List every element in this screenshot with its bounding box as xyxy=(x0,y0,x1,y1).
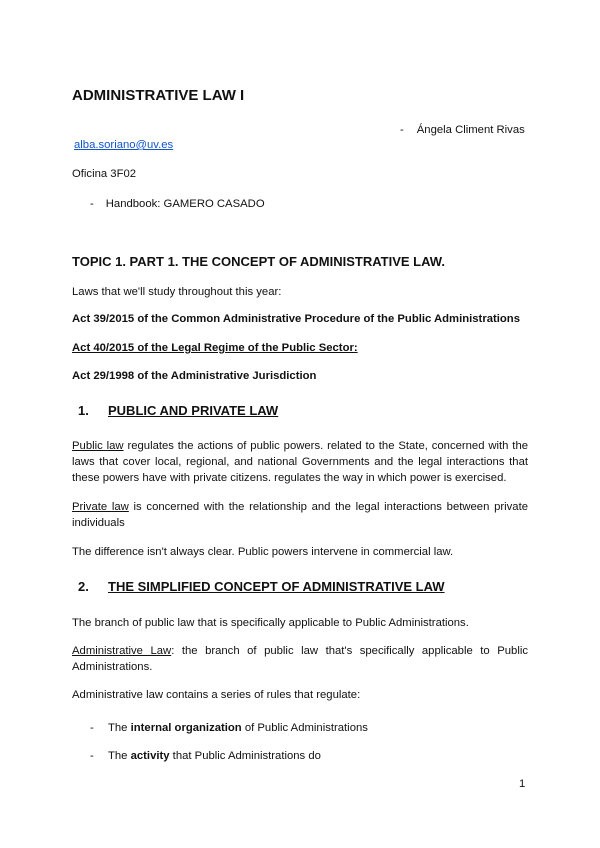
author-name: Ángela Climent Rivas xyxy=(416,124,525,136)
branch-paragraph: The branch of public law that is specifically applicable to Public Administrations. xyxy=(72,617,469,629)
section-2-number: 2. xyxy=(78,579,89,594)
section-2-heading xyxy=(78,579,445,594)
email-link[interactable]: alba.soriano@uv.es xyxy=(74,139,174,151)
admin-law-term: Administrative Law xyxy=(72,645,172,657)
section-1-heading xyxy=(78,403,278,418)
author-dash: - xyxy=(400,124,404,136)
bullet-1-post: of Public Administrations xyxy=(241,722,368,734)
admin-law-paragraph xyxy=(72,643,528,675)
private-law-paragraph xyxy=(72,499,528,531)
bullet-2-post: that Public Administrations do xyxy=(169,750,321,762)
bullet-dash: - xyxy=(90,750,94,762)
topic-heading: TOPIC 1. PART 1. THE CONCEPT OF ADMINISTRATIVE LAW. xyxy=(72,254,445,269)
author-line xyxy=(400,124,525,136)
difference-paragraph: The difference isn't always clear. Public powers intervene in commercial law. xyxy=(72,546,454,558)
law-item-2: Act 40/2015 of the Legal Regime of the Public Sector: xyxy=(72,342,358,354)
office-text: Oficina 3F02 xyxy=(72,168,137,180)
handbook-dash: - xyxy=(90,198,94,210)
public-law-term: Public law xyxy=(72,440,124,452)
law-item-1: Act 39/2015 of the Common Administrative Procedure of the Public Administrations xyxy=(72,313,520,325)
bullet-1-pre: The xyxy=(108,722,131,734)
section-1-number: 1. xyxy=(78,403,89,418)
handbook-line xyxy=(90,198,265,210)
rules-intro: Administrative law contains a series of rules that regulate: xyxy=(72,689,361,701)
public-law-paragraph xyxy=(72,438,528,486)
law-item-3: Act 29/1998 of the Administrative Jurisdiction xyxy=(72,370,317,382)
admin-law-text: : the branch of public law that's specifically applicable to Public Administrations. xyxy=(72,645,528,673)
section-1-title: PUBLIC AND PRIVATE LAW xyxy=(108,403,279,418)
public-law-text: regulates the actions of public powers. related to the State, concerned with the laws that cover local, regional, and national Governments and the legal interactions that these powers have with private citizens. regulates the way in which power is exercised. xyxy=(72,440,529,484)
bullet-item-1 xyxy=(90,722,368,734)
bullet-1-bold: internal organization xyxy=(130,722,242,734)
private-law-text: is concerned with the relationship and the legal interactions between private individuals xyxy=(72,501,528,529)
handbook-text: Handbook: GAMERO CASADO xyxy=(105,198,265,210)
bullet-2-pre: The xyxy=(108,750,131,762)
page-number: 1 xyxy=(519,778,526,790)
laws-intro: Laws that we'll study throughout this year: xyxy=(72,286,282,298)
document-title: ADMINISTRATIVE LAW I xyxy=(72,87,245,104)
bullet-2-bold: activity xyxy=(130,750,170,762)
bullet-item-2 xyxy=(90,750,321,762)
bullet-dash: - xyxy=(90,722,94,734)
section-2-title: THE SIMPLIFIED CONCEPT OF ADMINISTRATIVE LAW xyxy=(108,579,445,594)
private-law-term: Private law xyxy=(72,501,129,513)
